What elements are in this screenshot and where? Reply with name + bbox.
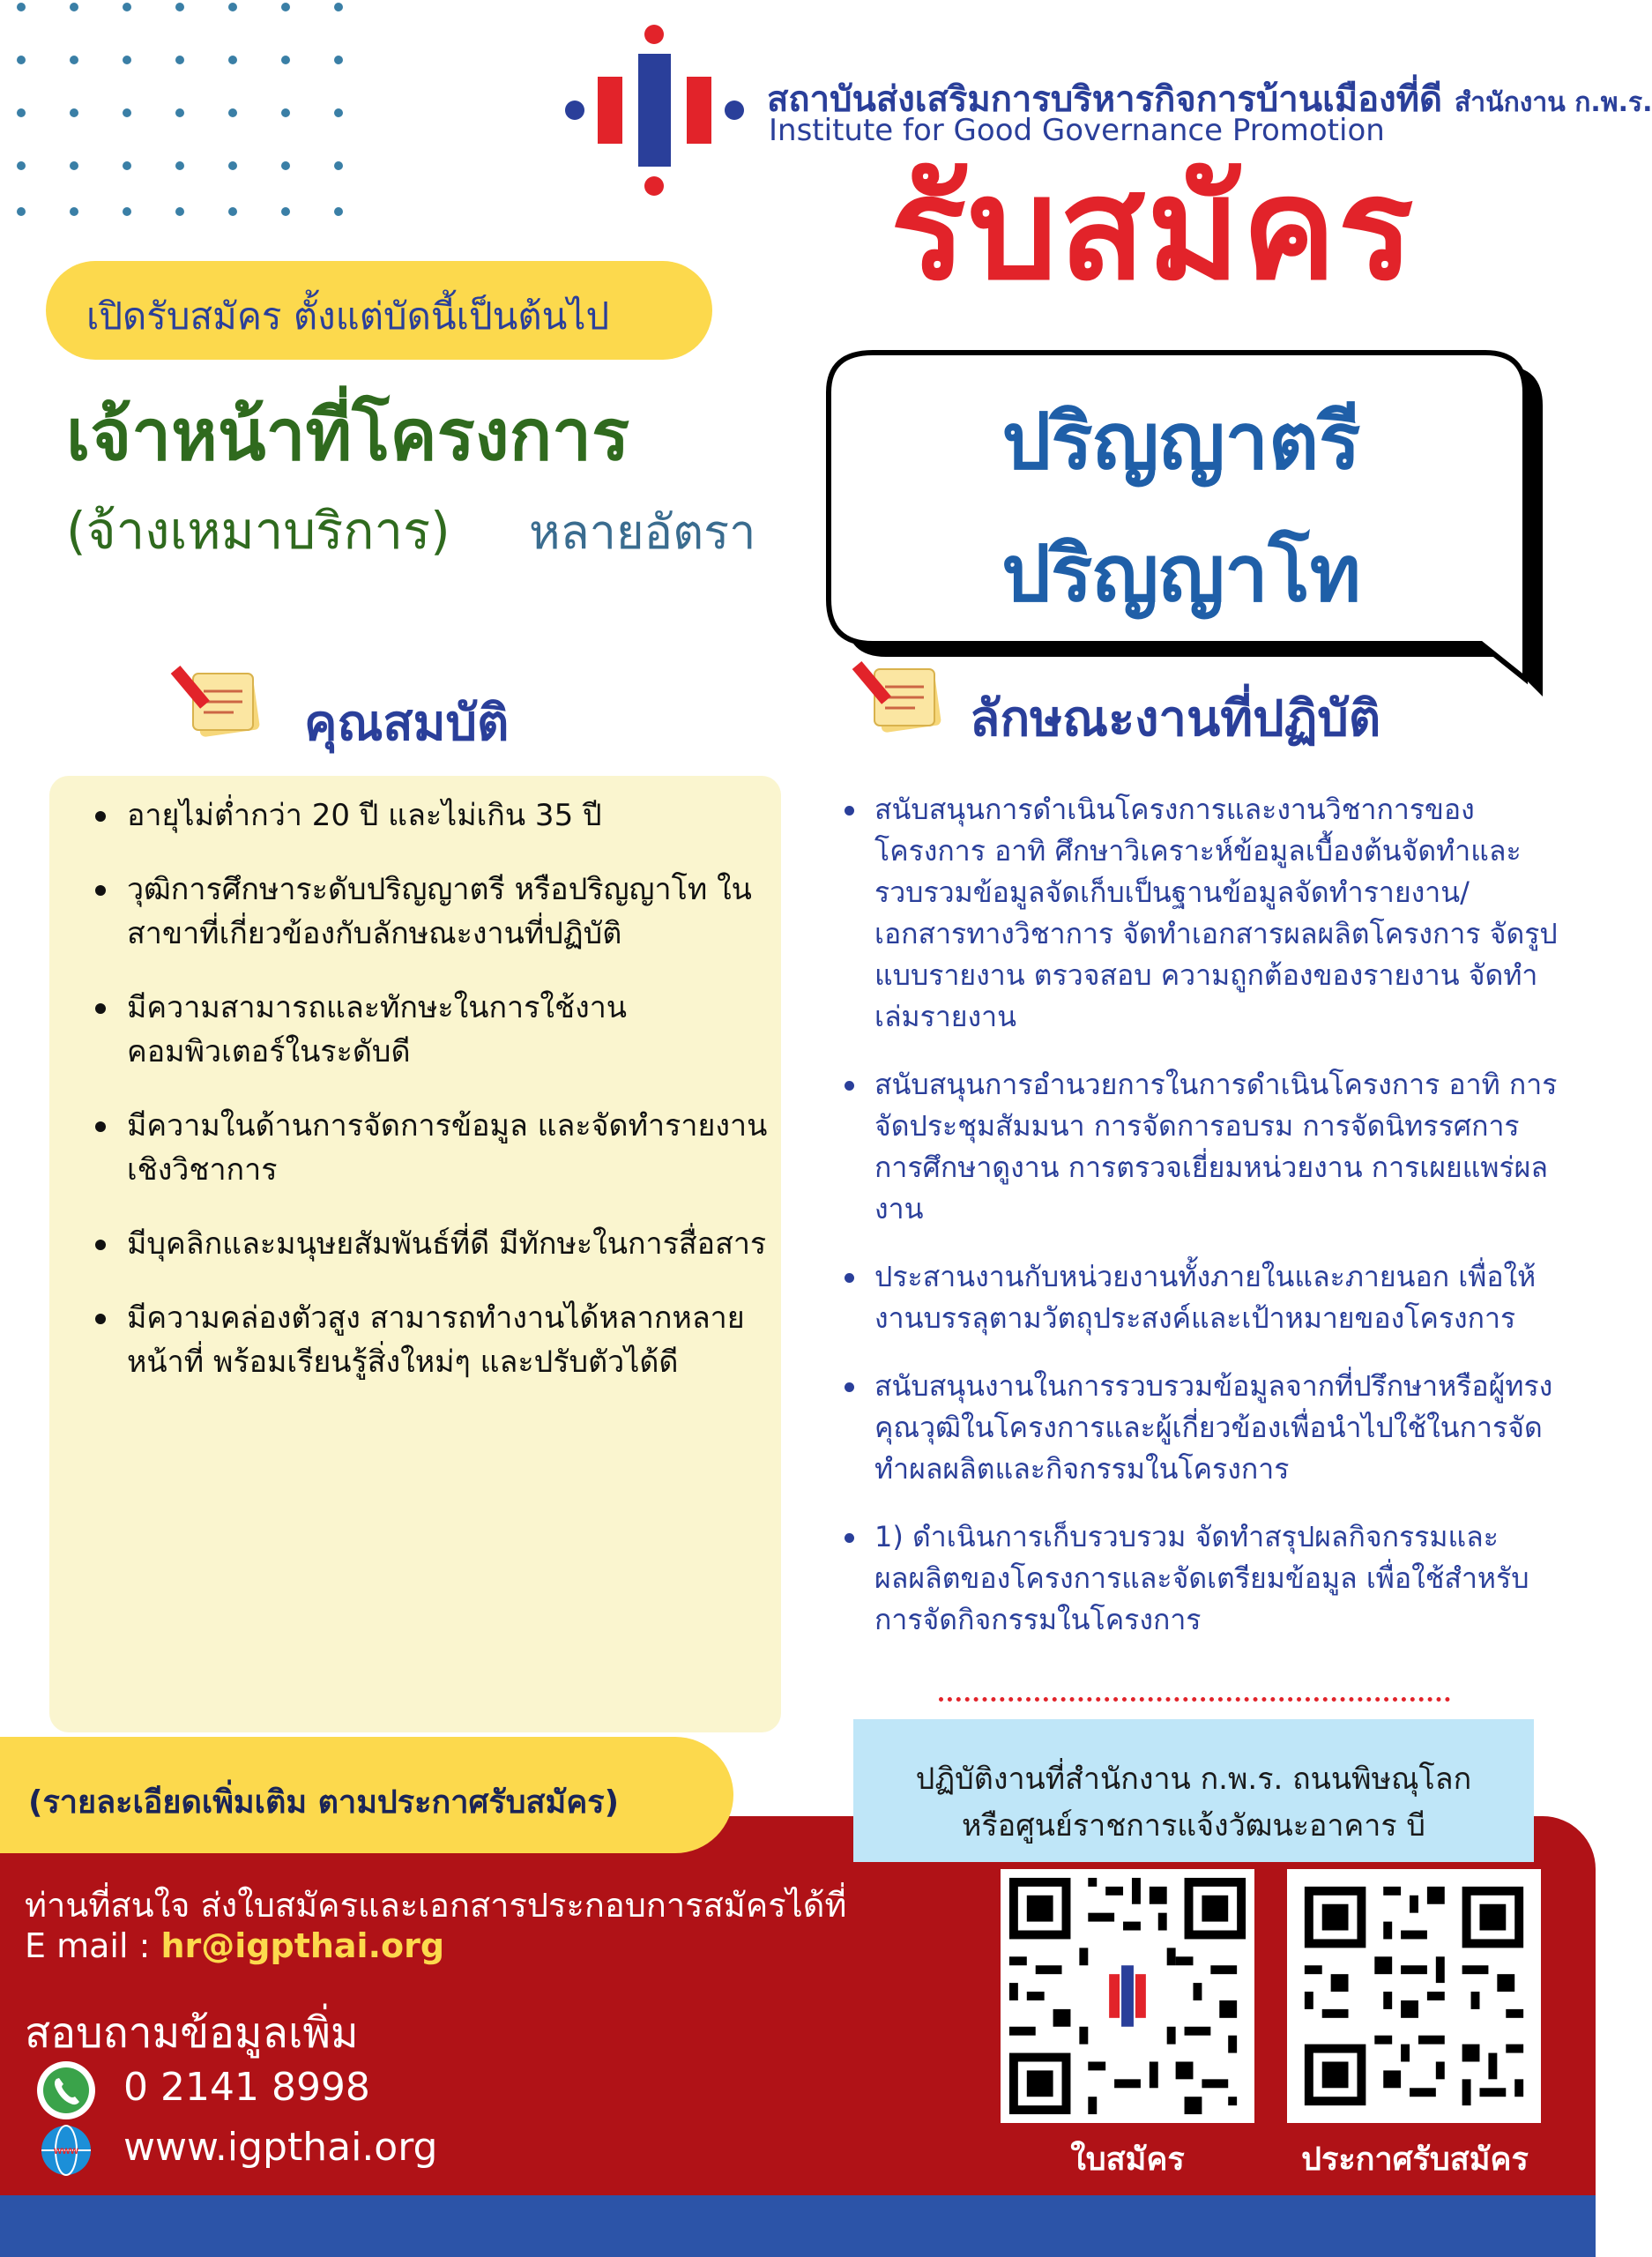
list-item: สนับสนุนการดำเนินโครงการและงานวิชาการของโครงการ อาทิ ศึกษาวิเคราะห์ข้อมูลเบื้องต้นจัดทำและรวบรวมข้อมูลจัดเก็บเป็นฐานข้อมูลจัดทำรายงาน/เอกสารทางวิชาการ จัดทำเอกสารผลผลิตโครงการ จัดรูปแบบรายงาน ตรวจสอบ ความถูกต้องของรายงาน จัดทำเล่มรายงาน: [837, 789, 1560, 1038]
inquiry-heading: สอบถามข้อมูลเพิ่ม: [25, 2008, 359, 2058]
list-item: มีความสามารถและทักษะในการใช้งานคอมพิวเตอร์ในระดับดี: [88, 986, 776, 1074]
phone-icon: [37, 2061, 95, 2119]
details-note-badge: [0, 1737, 733, 1853]
headline: รับสมัคร: [890, 146, 1416, 311]
qr-label-application: ใบสมัคร: [1070, 2142, 1185, 2178]
list-item: 1) ดำเนินการเก็บรวบรวม จัดทำสรุปผลกิจกรรมและผลผลิตของโครงการและจัดเตรียมข้อมูล เพื่อใช้สำหรับการจัดกิจกรรมในโครงการ: [837, 1516, 1560, 1641]
org-name-thai-suffix: สำนักงาน ก.พ.ร.: [1454, 87, 1652, 118]
duties-list: [837, 789, 1560, 1667]
degree-master: ปริญญาโท: [1001, 528, 1361, 619]
globe-icon: [37, 2121, 95, 2179]
list-item: มีความในด้านการจัดการข้อมูล และจัดทำรายงานเชิงวิชาการ: [88, 1104, 776, 1192]
org-logo: [564, 22, 745, 198]
globe-icon-text: www: [53, 2144, 79, 2156]
email-link[interactable]: hr@igpthai.org: [160, 1926, 445, 1965]
position-title: เจ้าหน้าที่โครงการ: [66, 394, 630, 476]
list-item: ประสานงานกับหน่วยงานทั้งภายในและภายนอก เพื่อให้งานบรรลุตามวัตถุประสงค์และเป้าหมายของโครงการ: [837, 1256, 1560, 1339]
qualifications-heading: คุณสมบัติ: [304, 695, 510, 752]
list-item: สนับสนุนการอำนวยการในการดำเนินโครงการ อาทิ การจัดประชุมสัมมนา การจัดการอบรม การจัดนิทรรศการ การศึกษาดูงาน การตรวจเยี่ยมหน่วยงาน การเผยแพร่ผลงาน: [837, 1064, 1560, 1230]
org-name-thai: สถาบันส่งเสริมการบริหารกิจการบ้านเมืองที่ดี สำนักงาน ก.พ.ร.: [767, 79, 1652, 120]
memo-icon: [862, 657, 947, 736]
list-item: วุฒิการศึกษาระดับปริญญาตรี หรือปริญญาโท ในสาขาที่เกี่ยวข้องกับลักษณะงานที่ปฏิบัติ: [88, 868, 776, 956]
qr-code-announcement[interactable]: [1287, 1869, 1541, 2123]
memo-icon: [181, 661, 265, 741]
qr-code-icon: [1001, 1869, 1254, 2123]
location-line-1: ปฏิบัติงานที่สำนักงาน ก.พ.ร. ถนนพิษณุโลก: [915, 1762, 1472, 1797]
position-subtitle: (จ้างเหมาบริการ): [66, 501, 450, 561]
list-item: อายุไม่ต่ำกว่า 20 ปี และไม่เกิน 35 ปี: [88, 793, 776, 838]
open-notice-text: เปิดรับสมัคร ตั้งแต่บัดนี้เป็นต้นไป: [86, 294, 610, 338]
list-item: มีบุคลิกและมนุษยสัมพันธ์ที่ดี มีทักษะในการสื่อสาร: [88, 1222, 776, 1266]
list-item: สนับสนุนงานในการรวบรวมข้อมูลจากที่ปรึกษาหรือผู้ทรงคุณวุฒิในโครงการและผู้เกี่ยวข้องเพื่อนำไปใช้ในการจัดทำผลผลิตและกิจกรรมในโครงการ: [837, 1366, 1560, 1490]
send-instructions: ท่านที่สนใจ ส่งใบสมัครและเอกสารประกอบการสมัครได้ที่: [25, 1886, 847, 1925]
degree-bachelor: ปริญญาตรี: [1001, 396, 1361, 487]
email-label: E mail :: [25, 1926, 161, 1965]
details-note: (รายละเอียดเพิ่มเติม ตามประกาศรับสมัคร): [28, 1784, 620, 1821]
email-row: [25, 1926, 444, 1965]
org-name-english: Institute for Good Governance Promotion: [769, 113, 1385, 148]
dotted-divider: [939, 1697, 1450, 1702]
qr-code-application[interactable]: [1001, 1869, 1254, 2123]
qr-code-icon: [1287, 1869, 1541, 2123]
phone-number[interactable]: 0 2141 8998: [123, 2065, 370, 2110]
location-line-2: หรือศูนย์ราชการแจ้งวัฒนะอาคาร บี: [962, 1808, 1425, 1844]
decorative-dot-grid: [9, 0, 361, 220]
qualifications-list: [88, 793, 776, 1414]
open-notice-badge: [46, 261, 712, 360]
qr-label-announcement: ประกาศรับสมัคร: [1301, 2142, 1529, 2178]
position-rate: หลายอัตรา: [529, 504, 756, 560]
website-link[interactable]: www.igpthai.org: [123, 2125, 438, 2170]
duties-heading: ลักษณะงานที่ปฏิบัติ: [970, 690, 1381, 748]
list-item: มีความคล่องตัวสูง สามารถทำงานได้หลากหลายหน้าที่ พร้อมเรียนรู้สิ่งใหม่ๆ และปรับตัวได้ดี: [88, 1296, 776, 1384]
footer-bar: [0, 2195, 1596, 2257]
